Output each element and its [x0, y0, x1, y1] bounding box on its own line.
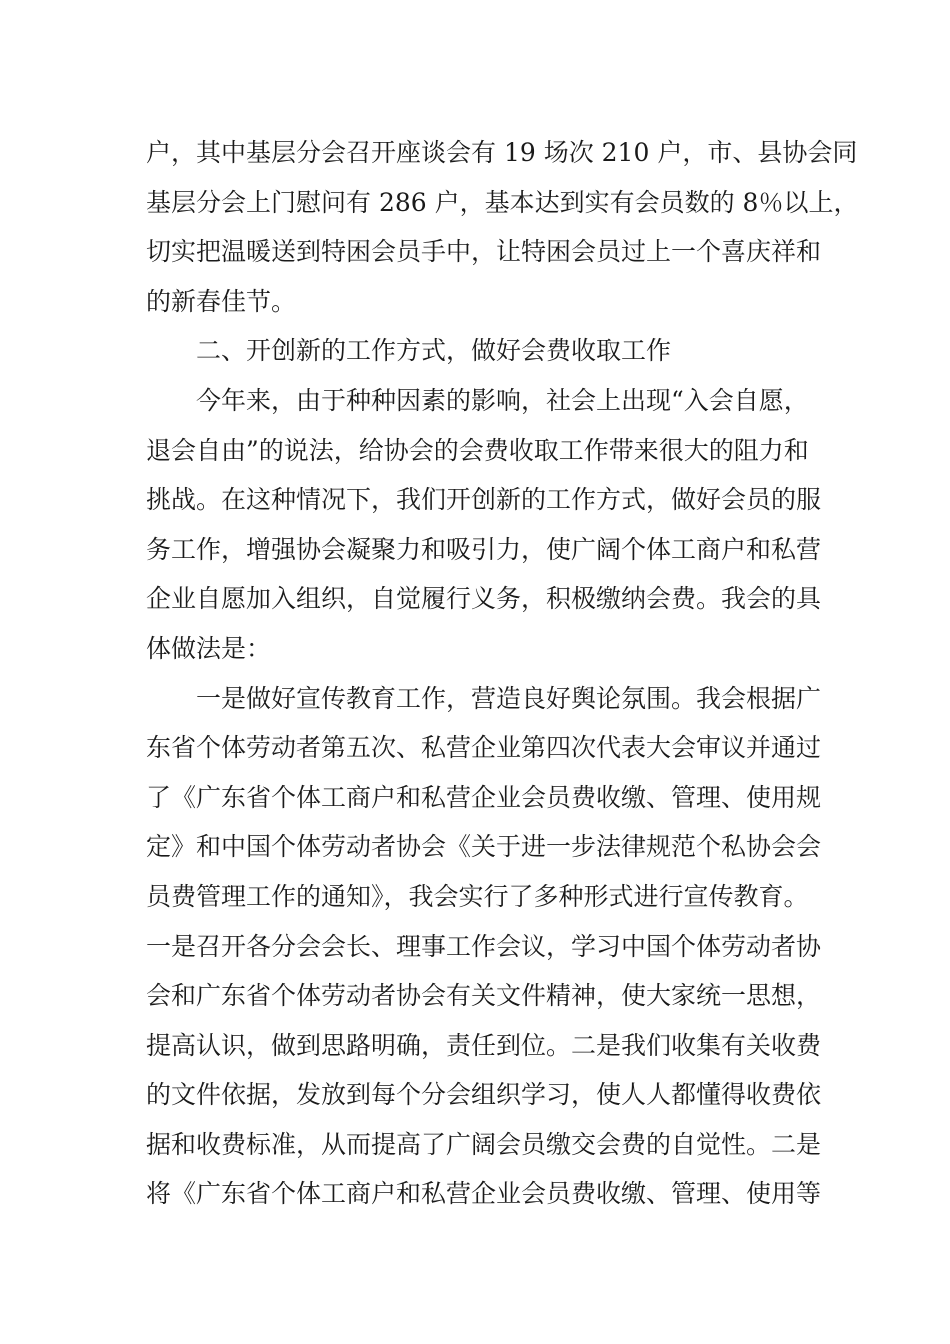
text-line: 一是召开各分会会长、理事工作会议，学习中国个体劳动者协: [146, 931, 822, 961]
text-line: 将《广东省个体工商户和私营企业会员费收缴、管理、使用等: [146, 1179, 822, 1209]
text-line: 提高认识，做到思路明确，责任到位。二是我们收集有关收费: [146, 1030, 822, 1060]
text-line: 今年来，由于种种因素的影响，社会上出现“入会自愿，: [196, 385, 809, 415]
text-line: 务工作，增强协会凝聚力和吸引力，使广阔个体工商户和私营: [146, 534, 822, 564]
text-line: 户，其中基层分会召开座谈会有 19 场次 210 户，市、县协会同: [146, 138, 858, 167]
text-line: 基层分会上门慰问有 286 户，基本达到实有会员数的 8％以上，: [146, 187, 859, 217]
text-line: 企业自愿加入组织，自觉履行义务，积极缴纳会费。我会的具: [146, 584, 822, 614]
text-line: 的新春佳节。: [146, 286, 297, 316]
text-line: 挑战。在这种情况下，我们开创新的工作方式，做好会员的服: [146, 485, 822, 515]
text-line: 的文件依据，发放到每个分会组织学习，使人人都懂得收费依: [146, 1080, 822, 1110]
text-line: 定》和中国个体劳动者协会《关于进一步法律规范个私协会会: [146, 832, 822, 862]
text-line: 切实把温暖送到特困会员手中，让特困会员过上一个喜庆祥和: [146, 237, 822, 267]
text-line: 退会自由”的说法，给协会的会费收取工作带来很大的阻力和: [146, 435, 809, 465]
text-line: 据和收费标准，从而提高了广阔会员缴交会费的自觉性。二是: [146, 1129, 822, 1159]
text-line: 东省个体劳动者第五次、私营企业第四次代表大会审议并通过: [146, 733, 822, 763]
text-line: 了《广东省个体工商户和私营企业会员费收缴、管理、使用规: [146, 782, 822, 812]
section-heading: 二、开创新的工作方式，做好会费收取工作: [196, 336, 672, 366]
text-line: 体做法是：: [146, 633, 272, 663]
document-body: [146, 128, 859, 1219]
text-line: 员费管理工作的通知》，我会实行了多种形式进行宣传教育。: [146, 881, 809, 911]
text-line: 会和广东省个体劳动者协会有关文件精神，使大家统一思想，: [146, 981, 822, 1011]
text-line: 一是做好宣传教育工作，营造良好舆论氛围。我会根据广: [196, 683, 822, 713]
